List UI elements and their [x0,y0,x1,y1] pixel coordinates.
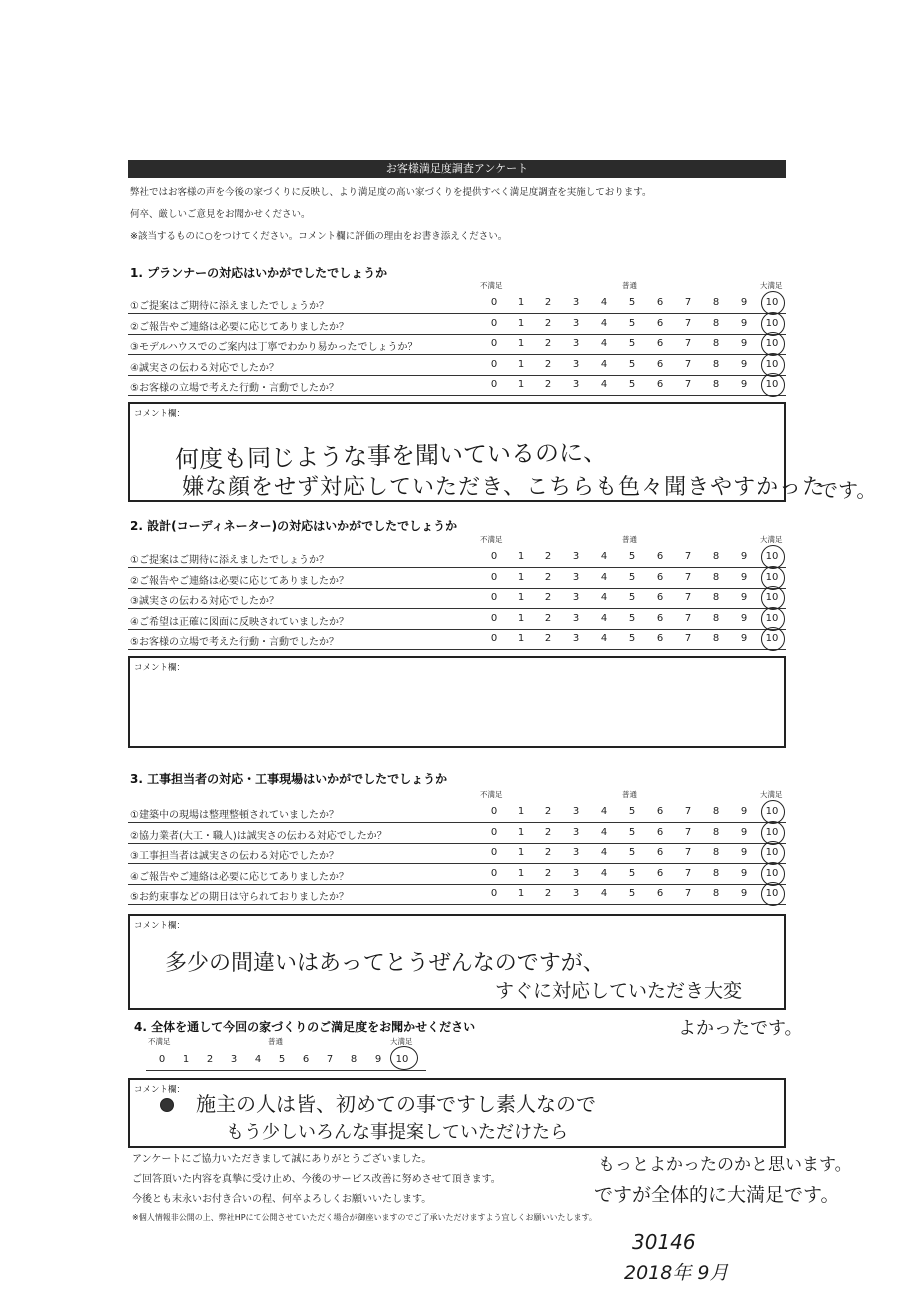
scale-option-7[interactable]: 7 [684,379,692,390]
scale-option-2[interactable]: 2 [544,297,552,308]
scale-option-5[interactable]: 5 [628,847,636,858]
scale-option-3[interactable]: 3 [572,826,580,838]
scale-option-6[interactable]: 6 [656,317,664,329]
scale-option-4[interactable]: 4 [600,551,608,562]
survey-date: 2018年 9月 [624,1262,729,1284]
scale-option-1[interactable]: 1 [517,888,525,899]
question-label: ②ご報告やご連絡は必要に応じてありましたか？ [130,321,349,333]
overall-option-0[interactable]: 0 [158,1054,166,1065]
scale-option-1[interactable]: 1 [517,571,525,583]
question-label: ③工事担当者は誠実さの伝わる対応でしたか？ [130,851,339,862]
section-1-title: 1. プランナーの対応はいかがでしたでしょうか [130,266,388,280]
question-label: ①ご提案はご期待に添えましたでしょうか？ [130,555,329,566]
scale-option-6[interactable]: 6 [656,571,664,583]
overall-comment-line-3: もっとよかったのかと思います。 [598,1155,852,1175]
section-2-title: 2. 設計(コーディネーター)の対応はいかがでしたでしょうか [130,519,458,533]
scale-option-3[interactable]: 3 [572,551,580,562]
section-1-comment-line-1: 何度も同じような事を聞いているのに、 [174,438,608,474]
overall-comment-line-1: 施主の人は皆、初めての事ですし素人なので [196,1092,596,1116]
scale-option-9[interactable]: 9 [740,297,748,308]
intro-line-3: ※該当するものに○をつけてください。コメント欄に評価の理由をお書き添えください。 [130,231,508,242]
scale-option-0[interactable]: 0 [490,847,498,858]
selected-circle [761,882,785,906]
scale-option-6[interactable]: 6 [656,297,664,308]
scale-option-2[interactable]: 2 [544,847,552,858]
scale-option-7[interactable]: 7 [684,551,692,562]
scale-option-3[interactable]: 3 [572,297,580,308]
question-label: ④ご希望は正確に図面に反映されていましたか？ [130,616,349,628]
scale-option-3[interactable]: 3 [572,867,580,879]
scale-option-4[interactable]: 4 [600,867,608,879]
overall-option-1[interactable]: 1 [182,1054,190,1065]
comment-label: コメント欄： [134,1085,186,1095]
scale-option-1[interactable]: 1 [517,297,525,308]
scale-option-3[interactable]: 3 [572,633,580,644]
scale-option-8[interactable]: 8 [712,358,720,370]
scale-option-6[interactable]: 6 [656,888,664,899]
footer-line-2: ご回答頂いた内容を真摯に受け止め、今後のサービス改善に努めさせて頂きます。 [132,1174,501,1185]
scale-option-9[interactable]: 9 [740,551,748,562]
scale-option-4[interactable]: 4 [600,571,608,583]
scale-option-6[interactable]: 6 [656,633,664,644]
scale-option-0[interactable]: 0 [490,826,498,838]
scale-option-1[interactable]: 1 [517,806,525,817]
scale-option-7[interactable]: 7 [684,297,692,308]
section-1-comment-line-3: です。 [818,478,877,502]
scale-option-7[interactable]: 7 [684,338,692,349]
scale-option-6[interactable]: 6 [656,612,664,624]
scale-option-3[interactable]: 3 [572,612,580,624]
scale-option-9[interactable]: 9 [740,888,748,899]
scale-option-6[interactable]: 6 [656,551,664,562]
scale-option-0[interactable]: 0 [490,379,498,390]
overall-high-label: 大満足 [390,1037,413,1046]
scale-option-7[interactable]: 7 [684,806,692,817]
scale-option-1[interactable]: 1 [517,551,525,562]
scale-option-0[interactable]: 0 [490,592,498,603]
scale-option-1[interactable]: 1 [517,317,525,329]
scale-option-8[interactable]: 8 [712,867,720,879]
scale-option-4[interactable]: 4 [600,826,608,838]
scale-option-9[interactable]: 9 [740,847,748,858]
scale-option-2[interactable]: 2 [544,826,552,838]
scale-low-label: 不満足 [480,281,503,290]
section-2-comment-box[interactable] [128,656,786,748]
scale-option-3[interactable]: 3 [572,338,580,349]
scale-option-4[interactable]: 4 [600,379,608,390]
section-1-comment-line-2: 嫌な顔をせず対応していただき、こちらも色々聞きやすかった [182,475,826,500]
scale-option-4[interactable]: 4 [600,338,608,349]
scale-option-7[interactable]: 7 [684,317,692,329]
question-label: ①ご提案はご期待に添えましたでしょうか？ [130,301,329,312]
scale-option-0[interactable]: 0 [490,571,498,583]
question-label: ①建築中の現場は整理整頓されていましたか？ [130,810,339,821]
scale-option-4[interactable]: 4 [600,633,608,644]
overall-option-3[interactable]: 3 [230,1054,238,1065]
scale-option-0[interactable]: 0 [490,612,498,624]
scale-option-8[interactable]: 8 [712,888,720,899]
scale-option-3[interactable]: 3 [572,888,580,899]
scale-option-1[interactable]: 1 [517,379,525,390]
overall-comment-line-4: ですが全体的に大満足です。 [594,1184,840,1206]
scale-option-2[interactable]: 2 [544,592,552,603]
scale-option-5[interactable]: 5 [628,888,636,899]
scale-option-1[interactable]: 1 [517,826,525,838]
scale-option-5[interactable]: 5 [628,826,636,838]
scale-option-8[interactable]: 8 [712,847,720,858]
scale-option-9[interactable]: 9 [740,633,748,644]
scale-option-0[interactable]: 0 [490,358,498,370]
scale-option-6[interactable]: 6 [656,806,664,817]
scale-option-10[interactable]: 10 [765,633,779,644]
scale-option-1[interactable]: 1 [517,592,525,603]
scale-mid-label: 普通 [622,790,637,799]
scale-option-4[interactable]: 4 [600,847,608,858]
comment-label: コメント欄： [134,921,186,931]
scale-option-5[interactable]: 5 [628,867,636,879]
overall-option-4[interactable]: 4 [254,1054,262,1065]
scale-option-8[interactable]: 8 [712,297,720,308]
overall-option-2[interactable]: 2 [206,1054,214,1065]
scale-option-3[interactable]: 3 [572,592,580,603]
scale-option-8[interactable]: 8 [712,571,720,583]
overall-selected-circle [390,1046,418,1070]
scale-option-10[interactable]: 10 [765,338,779,349]
intro-line-1: 弊社ではお客様の声を今後の家づくりに反映し、より満足度の高い家づくりを提供すべく満足度調査を実施しております。 [130,187,652,198]
scale-option-6[interactable]: 6 [656,592,664,603]
scale-option-2[interactable]: 2 [544,551,552,562]
scale-option-3[interactable]: 3 [572,379,580,390]
overall-comment-line-2: もう少しいろんな事提案していただけたら [226,1122,568,1143]
scale-option-7[interactable]: 7 [684,358,692,370]
scale-option-2[interactable]: 2 [544,633,552,644]
question-label: ②協力業者(大工・職人)は誠実さの伝わる対応でしたか？ [130,830,387,842]
scale-option-6[interactable]: 6 [656,867,664,879]
section-4-title: 4. 全体を通して今回の家づくりのご満足度をお聞かせください [134,1020,476,1034]
scale-option-8[interactable]: 8 [712,551,720,562]
scale-option-8[interactable]: 8 [712,633,720,644]
scale-option-1[interactable]: 1 [517,612,525,624]
overall-low-label: 不満足 [148,1037,171,1046]
scale-option-10[interactable]: 10 [765,826,779,838]
scale-option-2[interactable]: 2 [544,867,552,879]
scale-option-10[interactable]: 10 [765,806,779,817]
section-3-comment-line-1: 多少の間違いはあってとうぜんなのですが、 [165,951,605,976]
intro-line-2: 何卒、厳しいご意見をお聞かせください。 [130,209,311,220]
scale-option-10[interactable]: 10 [765,888,779,899]
scale-option-5[interactable]: 5 [628,338,636,349]
scale-option-10[interactable]: 10 [765,551,779,562]
scale-option-3[interactable]: 3 [572,847,580,858]
scale-option-10[interactable]: 10 [765,379,779,390]
scale-option-2[interactable]: 2 [544,358,552,370]
section-3-comment-line-2: すぐに対応していただき大変 [495,980,743,1002]
scale-option-4[interactable]: 4 [600,806,608,817]
question-label: ③誠実さの伝わる対応でしたか？ [130,596,279,607]
footer-line-3: 今後とも末永いお付き合いの程、何卒よろしくお願いいたします。 [132,1194,432,1205]
scale-option-2[interactable]: 2 [544,338,552,349]
scale-option-3[interactable]: 3 [572,571,580,583]
scale-option-9[interactable]: 9 [740,867,748,879]
comment-label: コメント欄： [134,409,186,419]
scale-option-9[interactable]: 9 [740,612,748,624]
scale-option-5[interactable]: 5 [628,358,636,370]
scale-option-6[interactable]: 6 [656,847,664,858]
question-label: ⑤お客様の立場で考えた行動・言動でしたか？ [130,637,339,648]
scale-option-3[interactable]: 3 [572,358,580,370]
scale-option-7[interactable]: 7 [684,888,692,899]
overall-option-9[interactable]: 9 [374,1054,382,1065]
scale-option-5[interactable]: 5 [628,612,636,624]
scale-option-4[interactable]: 4 [600,297,608,308]
scale-option-7[interactable]: 7 [684,847,692,858]
scale-option-7[interactable]: 7 [684,826,692,838]
scale-option-9[interactable]: 9 [740,379,748,390]
overall-scale-underline [146,1070,426,1071]
scale-option-10[interactable]: 10 [765,317,779,329]
scale-option-0[interactable]: 0 [490,338,498,349]
scale-option-1[interactable]: 1 [517,867,525,879]
scale-option-6[interactable]: 6 [656,826,664,838]
scale-option-0[interactable]: 0 [490,317,498,329]
scale-option-0[interactable]: 0 [490,551,498,562]
scale-option-0[interactable]: 0 [490,888,498,899]
footer-line-1: アンケートにご協力いただきまして誠にありがとうございました。 [132,1154,432,1165]
overall-option-6[interactable]: 6 [302,1054,310,1065]
overall-option-5[interactable]: 5 [278,1054,286,1065]
scale-option-7[interactable]: 7 [684,571,692,583]
scale-option-5[interactable]: 5 [628,633,636,644]
scale-option-2[interactable]: 2 [544,571,552,583]
overall-option-10[interactable]: 10 [395,1054,409,1065]
question-label: ④ご報告やご連絡は必要に応じてありましたか？ [130,871,349,883]
question-label: ②ご報告やご連絡は必要に応じてありましたか？ [130,575,349,587]
scale-mid-label: 普通 [622,281,637,290]
scale-option-9[interactable]: 9 [740,317,748,329]
scale-option-3[interactable]: 3 [572,317,580,329]
scale-option-5[interactable]: 5 [628,551,636,562]
scale-option-4[interactable]: 4 [600,317,608,329]
overall-option-8[interactable]: 8 [350,1054,358,1065]
privacy-note: ※個人情報非公開の上、弊社HPにて公開させていただく場合が御座いますのでご了承いただけますよう宜しくお願いいたします。 [132,1213,597,1222]
scale-mid-label: 普通 [622,535,637,544]
scale-option-5[interactable]: 5 [628,297,636,308]
scale-option-4[interactable]: 4 [600,612,608,624]
scale-option-5[interactable]: 5 [628,592,636,603]
scale-option-10[interactable]: 10 [765,297,779,308]
survey-title: お客様満足度調査アンケート [128,160,786,178]
section-3-comment-line-3: よかったです。 [678,1018,803,1039]
comment-label: コメント欄： [134,663,186,673]
id-number: 30146 [632,1230,696,1254]
scale-option-0[interactable]: 0 [490,633,498,644]
scale-option-6[interactable]: 6 [656,338,664,349]
scale-option-0[interactable]: 0 [490,806,498,817]
scale-option-4[interactable]: 4 [600,592,608,603]
scale-high-label: 大満足 [760,535,783,544]
scale-option-2[interactable]: 2 [544,379,552,390]
scale-option-9[interactable]: 9 [740,826,748,838]
section-3-title: 3. 工事担当者の対応・工事現場はいかがでしたでしょうか [130,772,448,786]
scale-option-9[interactable]: 9 [740,571,748,583]
scale-option-5[interactable]: 5 [628,806,636,817]
selected-circle [761,627,785,651]
question-label: ③モデルハウスでのご案内は丁寧でわかり易かったでしょうか？ [130,342,418,353]
scale-option-7[interactable]: 7 [684,633,692,644]
scale-option-3[interactable]: 3 [572,806,580,817]
scale-option-7[interactable]: 7 [684,612,692,624]
scale-high-label: 大満足 [760,790,783,799]
scale-option-2[interactable]: 2 [544,806,552,817]
scale-option-10[interactable]: 10 [765,358,779,370]
scale-option-4[interactable]: 4 [600,888,608,899]
scale-option-8[interactable]: 8 [712,826,720,838]
scale-option-9[interactable]: 9 [740,338,748,349]
scribble-mark [160,1098,174,1112]
scale-option-4[interactable]: 4 [600,358,608,370]
question-label: ⑤お客様の立場で考えた行動・言動でしたか？ [130,383,339,394]
scale-option-8[interactable]: 8 [712,379,720,390]
scale-option-2[interactable]: 2 [544,317,552,329]
scale-option-10[interactable]: 10 [765,571,779,583]
selected-circle [761,373,785,397]
scale-high-label: 大満足 [760,281,783,290]
scale-option-7[interactable]: 7 [684,867,692,879]
scale-option-1[interactable]: 1 [517,338,525,349]
scale-option-9[interactable]: 9 [740,592,748,603]
scale-option-8[interactable]: 8 [712,592,720,603]
scale-option-9[interactable]: 9 [740,358,748,370]
scale-option-8[interactable]: 8 [712,317,720,329]
scale-option-6[interactable]: 6 [656,379,664,390]
scale-option-10[interactable]: 10 [765,592,779,603]
scale-option-1[interactable]: 1 [517,358,525,370]
scale-option-0[interactable]: 0 [490,297,498,308]
scale-option-2[interactable]: 2 [544,612,552,624]
scale-low-label: 不満足 [480,790,503,799]
scale-option-0[interactable]: 0 [490,867,498,879]
scale-option-8[interactable]: 8 [712,338,720,349]
scale-option-10[interactable]: 10 [765,612,779,624]
scale-option-8[interactable]: 8 [712,612,720,624]
scale-option-8[interactable]: 8 [712,806,720,817]
scale-option-6[interactable]: 6 [656,358,664,370]
scale-option-10[interactable]: 10 [765,847,779,858]
overall-mid-label: 普通 [268,1037,283,1046]
scale-option-5[interactable]: 5 [628,379,636,390]
question-label: ⑤お約束事などの期日は守られておりましたか？ [130,892,349,903]
scale-option-7[interactable]: 7 [684,592,692,603]
scale-option-1[interactable]: 1 [517,633,525,644]
scale-low-label: 不満足 [480,535,503,544]
overall-option-7[interactable]: 7 [326,1054,334,1065]
scale-option-10[interactable]: 10 [765,867,779,879]
scale-option-5[interactable]: 5 [628,317,636,329]
scale-option-9[interactable]: 9 [740,806,748,817]
scale-option-2[interactable]: 2 [544,888,552,899]
question-label: ④誠実さの伝わる対応でしたか？ [130,362,279,374]
scale-option-1[interactable]: 1 [517,847,525,858]
scale-option-5[interactable]: 5 [628,571,636,583]
